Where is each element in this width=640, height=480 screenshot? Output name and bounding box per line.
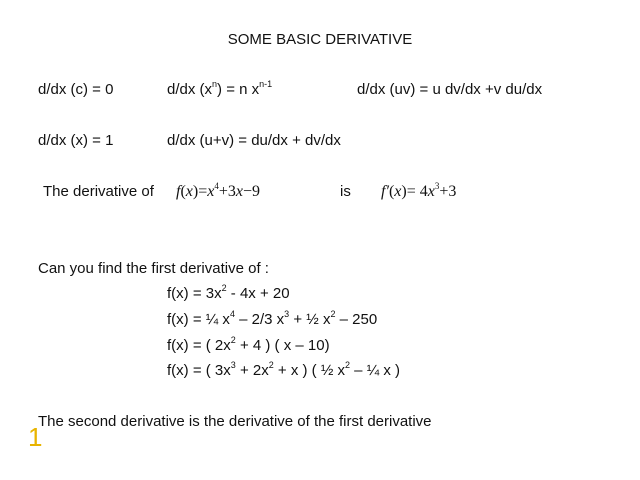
- exercise-1: $f(x) = 3x^2 - 4x + 20$: [167, 283, 290, 302]
- rule-constant: d/dx (c) = 0: [38, 81, 114, 98]
- exercise-4: f(x) = ( $3x^3 + 2x^2 + x$ ) ( ½ $x^2$ – ¼ x ): [167, 360, 401, 379]
- slide-number: 1: [28, 422, 43, 452]
- example-is: is: [340, 183, 351, 200]
- rule-power: d/dx $(x^n) = n$ $x^{n-1}$: [167, 79, 273, 98]
- exercise-2: f(x) = ¼ $x^4 - 2/3$ $x^3$ + ½ $x^2 - 250$: [167, 309, 378, 328]
- second-derivative-text: The second derivative is the derivative of the first derivative: [38, 413, 432, 430]
- rule-sum: d/dx (u+v) = du/dx + dv/dx: [167, 132, 341, 149]
- rule-product: d/dx (uv) = u dv/dx +v du/dx: [357, 81, 543, 98]
- example-lead: The derivative of: [43, 183, 154, 200]
- function-expression: $f(x)=x^4+3x-9$: [176, 180, 261, 200]
- slide-title: SOME BASIC DERIVATIVE: [227, 31, 413, 48]
- derivative-expression: $f'(x)= 4x^3+3$: [381, 180, 457, 200]
- rule-identity: d/dx (x) = 1: [38, 132, 114, 149]
- exercise-3: f(x) = ( $2x^2 + 4$ ) ( x – 10): [167, 335, 330, 354]
- question-text: Can you find the first derivative of :: [38, 260, 269, 277]
